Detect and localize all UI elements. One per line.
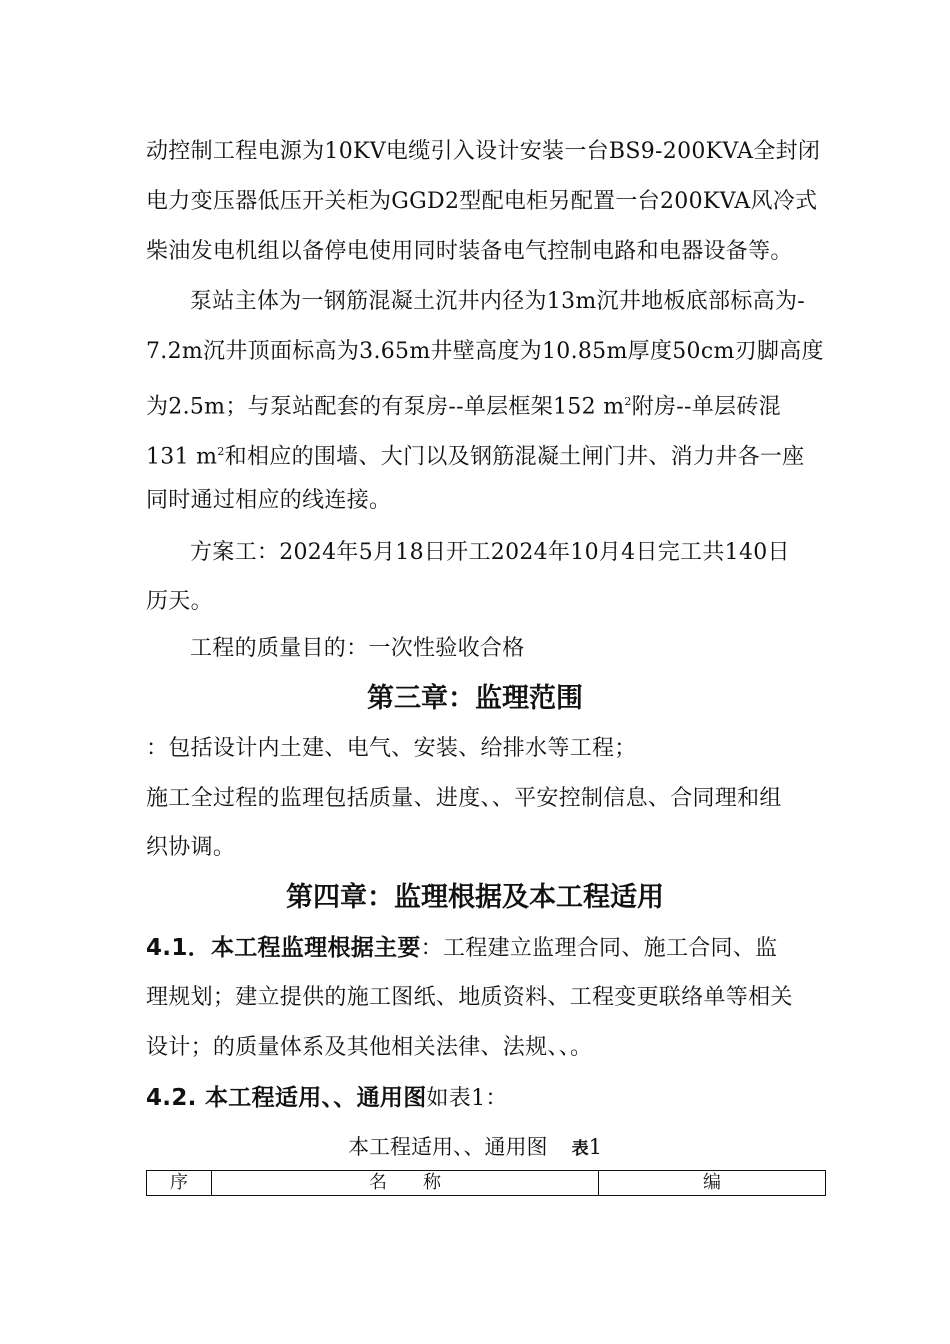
paragraph2-line1: 泵站主体为一钢筋混凝土沉井内径为13m沉井地板底部标高为- xyxy=(190,289,805,314)
paragraph2-line3-a: 为2.5m；与泵站配套的有泵房--单层框架152 m xyxy=(146,394,625,420)
chapter3-line3: 织协调。 xyxy=(146,835,236,860)
paragraph1-line1: 动控制工程电源为10KV电缆引入设计安装一台BS9-200KVA全封闭 xyxy=(146,139,821,164)
paragraph1-line3: 柴油发电机组以备停电使用同时装备电气控制电路和电器设备等。 xyxy=(146,239,793,264)
paragraph2-line5: 同时通过相应的线连接。 xyxy=(146,488,392,513)
chapter3-title: 第三章：监理范围 xyxy=(367,683,583,714)
table1-header-code: 编 xyxy=(599,1171,826,1196)
superscript-2: 2 xyxy=(217,445,225,458)
superscript-2: 2 xyxy=(624,395,632,408)
chapter3-line2: 施工全过程的监理包括质量、进度、、平安控制信息、合同理和组 xyxy=(146,786,782,811)
table1-caption xyxy=(0,1132,950,1164)
table1-header-seq: 序 xyxy=(147,1171,212,1196)
paragraph2-line4-b: 和相应的围墙、大门以及钢筋混凝土闸门井、消力井各一座 xyxy=(224,444,805,470)
paragraph2-line4 xyxy=(146,437,804,472)
paragraph2-line4-a: 131 m xyxy=(146,444,218,470)
paragraph3-line2: 历天。 xyxy=(146,589,213,614)
section-4-1-line2: 理规划；建立提供的施工图纸、地质资料、工程变更联络单等相关 xyxy=(146,985,793,1010)
section-4-1-heading: 4.1．本工程监理根据主要 xyxy=(146,935,421,961)
quality-goal: 工程的质量目的：一次性验收合格 xyxy=(190,636,525,661)
paragraph3-line1: 方案工：2024年5月18日开工2024年10月4日完工共140日 xyxy=(190,540,790,565)
table1-header-row xyxy=(147,1171,826,1196)
section-4-1-text: ：工程建立监理合同、施工合同、监 xyxy=(420,936,778,961)
paragraph2-line2: 7.2m沉井顶面标高为3.65m井壁高度为10.85m厚度50cm刃脚高度 xyxy=(146,339,824,364)
chapter4-title: 第四章：监理根据及本工程适用 xyxy=(286,882,664,913)
paragraph2-line3-b: 附房--单层砖混 xyxy=(631,394,781,420)
table1-caption-number: 1 xyxy=(588,1135,602,1159)
section-4-2-line xyxy=(146,1083,508,1114)
table1-header-name: 名 称 xyxy=(212,1171,599,1196)
section-4-2-heading: 4.2. 本工程适用、、通用图 xyxy=(146,1085,427,1111)
paragraph2-line3 xyxy=(146,387,781,422)
table1-caption-main: 本工程适用、、通用图 xyxy=(348,1135,548,1159)
paragraph1-line2: 电力变压器低压开关柜为GGD2型配电柜另配置一台200KVA风冷式 xyxy=(146,189,818,214)
table1 xyxy=(146,1170,826,1196)
section-4-1-line3: 设计；的质量体系及其他相关法律、法规、、。 xyxy=(146,1035,593,1060)
chapter3-line1: ：包括设计内土建、电气、安装、给排水等工程； xyxy=(146,736,637,761)
section-4-1-line1 xyxy=(146,933,777,964)
section-4-2-text: 如表1： xyxy=(426,1086,508,1111)
table1-caption-tab: 表 xyxy=(571,1139,589,1159)
